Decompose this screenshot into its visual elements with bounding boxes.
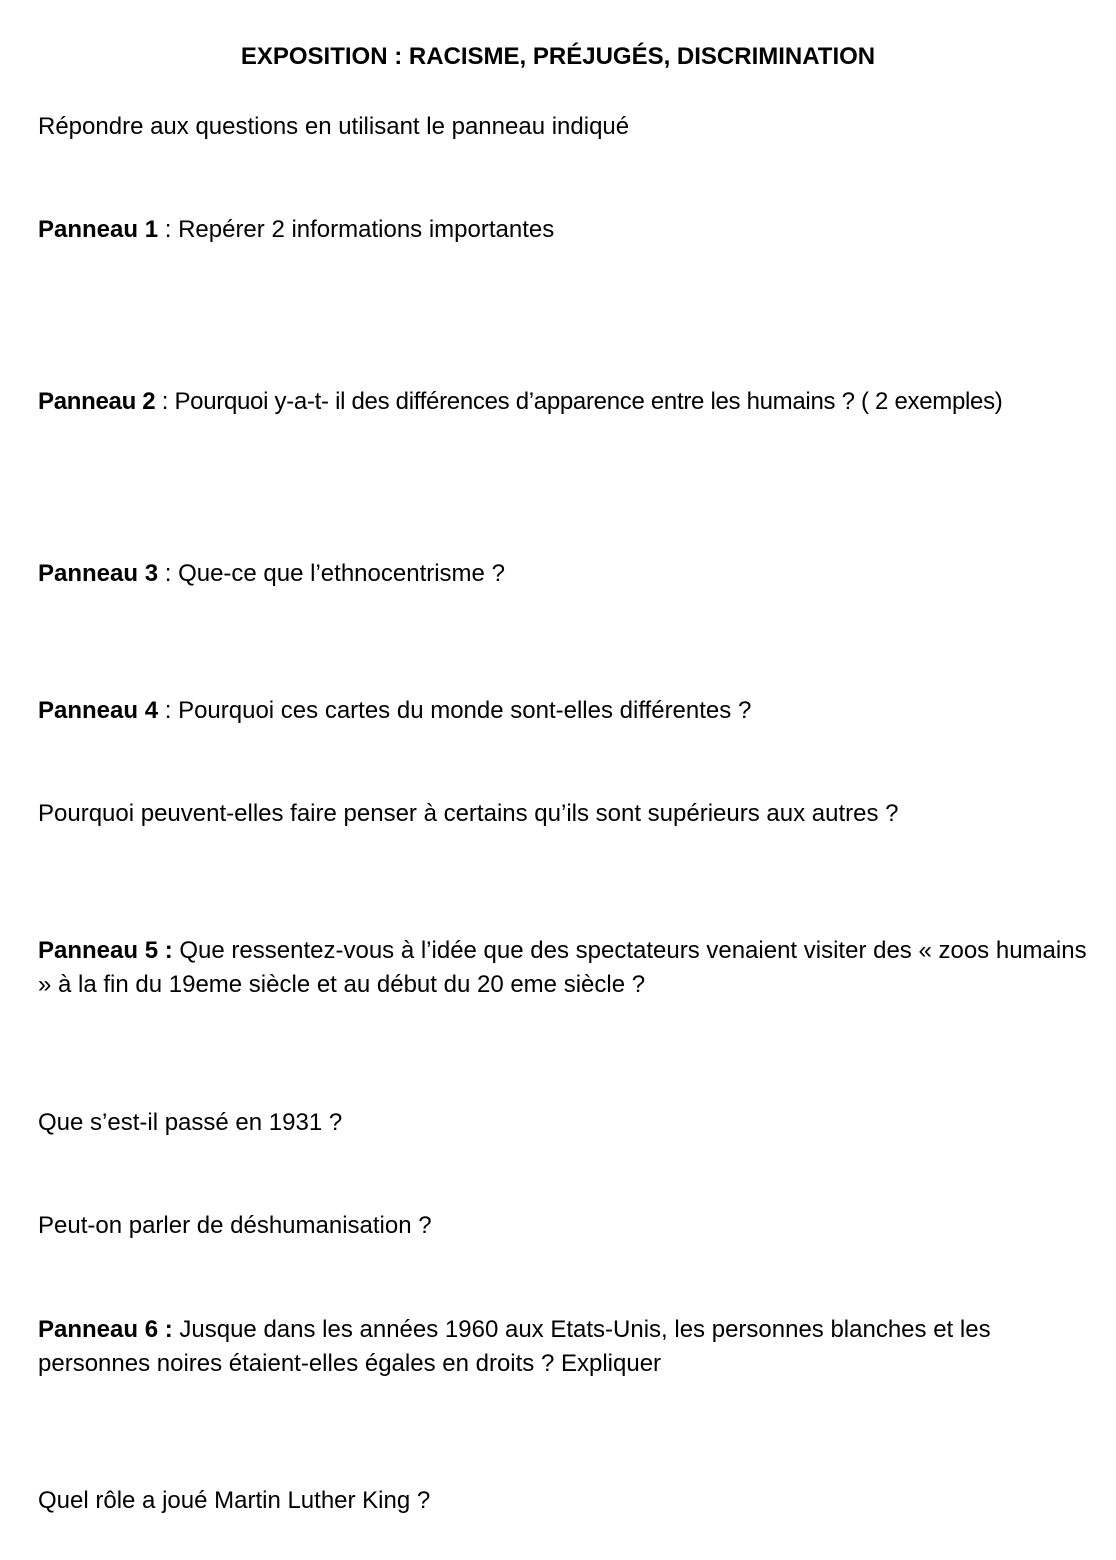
- panel-4-question: [38, 694, 1106, 728]
- instructions-text: Répondre aux questions en utilisant le panneau indiqué: [38, 113, 630, 140]
- panel-6-follow-up: Quel rôle a joué Martin Luther King ?: [38, 1487, 431, 1514]
- panel-1-question: [38, 213, 1106, 247]
- panel-3-question: [38, 557, 1106, 591]
- panel-5-question-text: Que ressentez-vous à l’idée que des spectateurs venaient visiter des « zoos humains » à la fin du 19eme siècle et au début du 20 eme siècle ?: [38, 937, 1087, 998]
- panel-5-question: [38, 934, 1106, 1002]
- panel-1-separator: :: [158, 216, 179, 243]
- panel-5-follow-up-1: Que s’est-il passé en 1931 ?: [38, 1109, 343, 1136]
- panel-6-question-text: Jusque dans les années 1960 aux Etats-Unis, les personnes blanches et les personnes noires étaient-elles égales en droits ? Expliquer: [38, 1316, 991, 1377]
- panel-2-question-text: Pourquoi y-a-t- il des différences d’apparence entre les humains ? ( 2 exemples): [174, 388, 1003, 415]
- document-title: EXPOSITION : RACISME, PRÉJUGÉS, DISCRIMINATION: [240, 43, 876, 70]
- panel-2-question: [38, 385, 1106, 419]
- panel-2-separator: :: [155, 388, 175, 415]
- panel-3-separator: :: [158, 560, 179, 587]
- panel-4-follow-up: Pourquoi peuvent-elles faire penser à certains qu’ils sont supérieurs aux autres ?: [38, 800, 899, 827]
- panel-6-label: Panneau 6 :: [38, 1316, 173, 1343]
- panel-1-label: Panneau 1: [38, 216, 159, 243]
- panel-3-label: Panneau 3: [38, 560, 159, 587]
- panel-5-follow-up-2: Peut-on parler de déshumanisation ?: [38, 1212, 432, 1239]
- panel-1-question-text: Repérer 2 informations importantes: [178, 216, 555, 243]
- panel-4-question-text: Pourquoi ces cartes du monde sont-elles différentes ?: [178, 697, 752, 724]
- panel-3-question-text: Que-ce que l’ethnocentrisme ?: [178, 560, 505, 587]
- panel-5-label: Panneau 5 :: [38, 937, 173, 964]
- panel-4-label: Panneau 4: [38, 697, 159, 724]
- panel-6-question: [38, 1313, 1106, 1381]
- panel-2-label: Panneau 2: [38, 388, 156, 415]
- panel-4-separator: :: [158, 697, 179, 724]
